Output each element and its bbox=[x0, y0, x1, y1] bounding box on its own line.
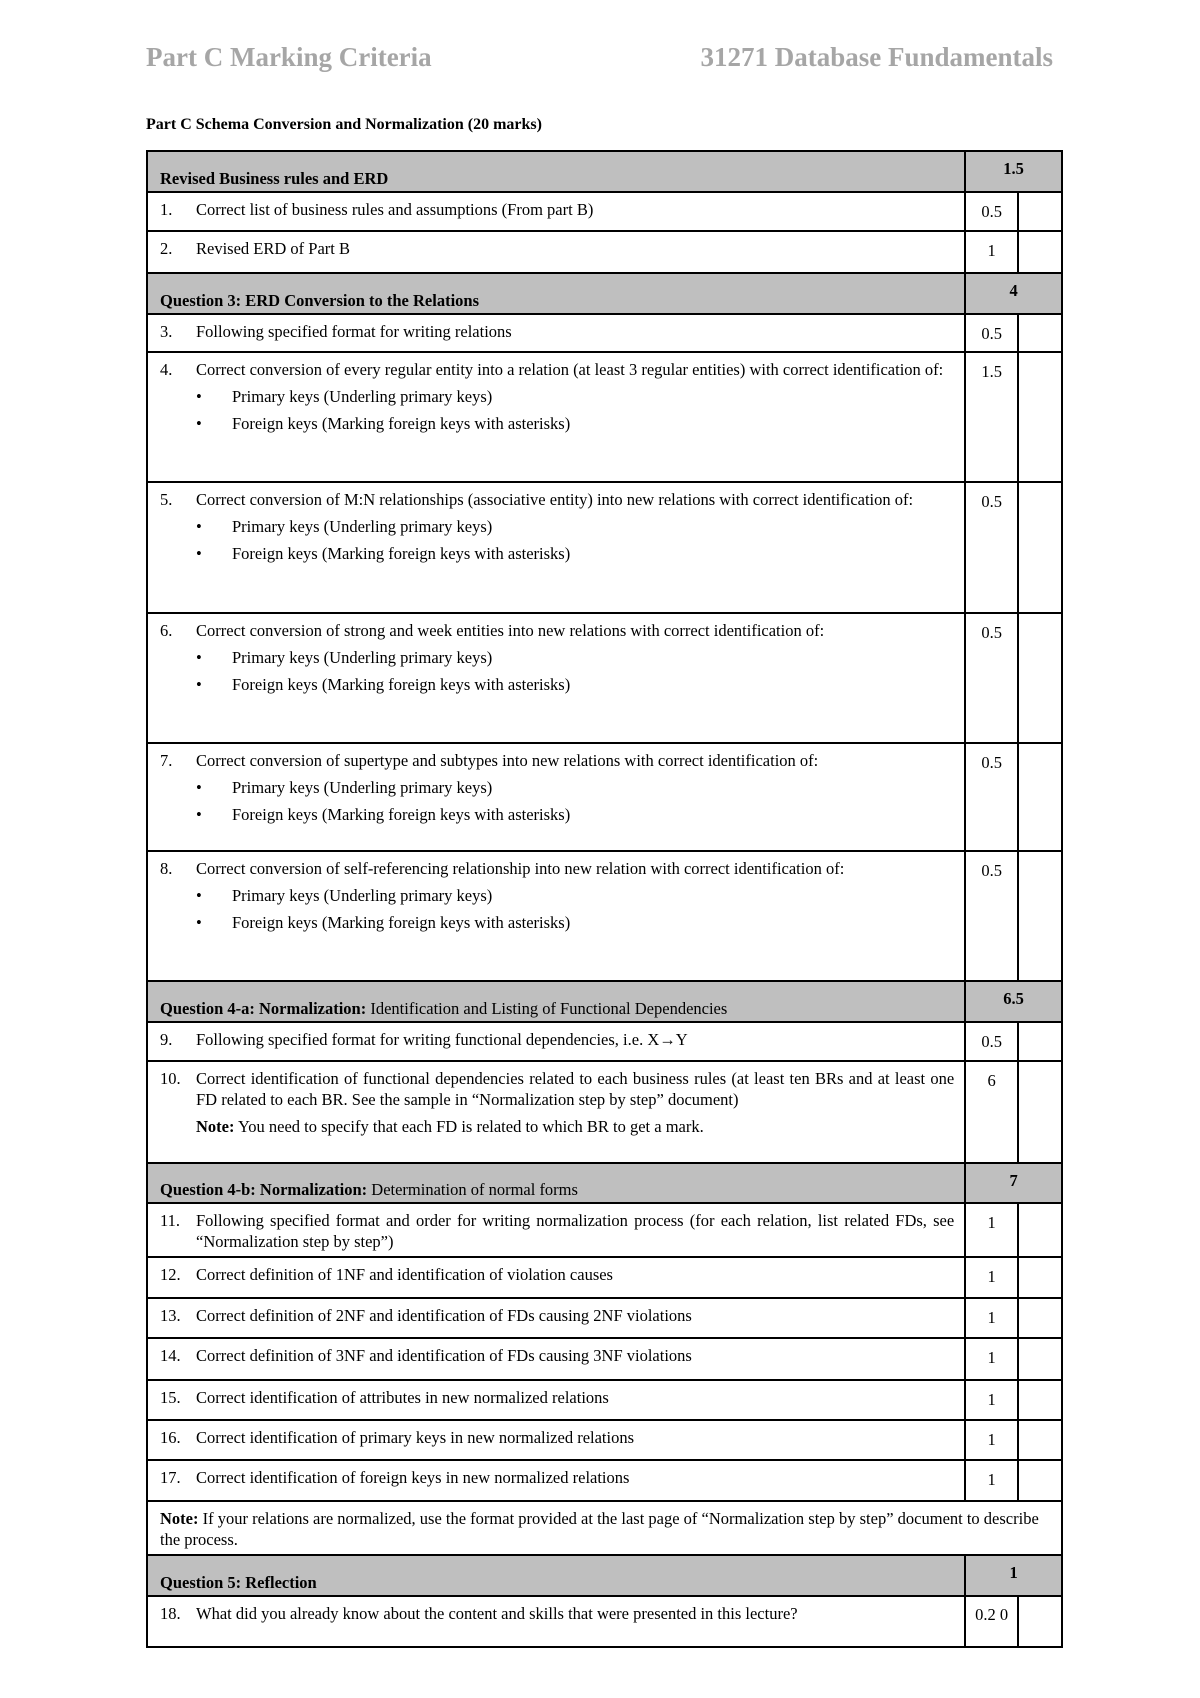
bullet-item bbox=[196, 777, 954, 798]
criterion-text: Correct conversion of self-referencing relationship into new relation with correct identification of: bbox=[196, 859, 845, 878]
table-row bbox=[147, 851, 1062, 981]
table-row bbox=[147, 192, 1062, 231]
section-total-marks: 1 bbox=[965, 1555, 1062, 1596]
table-row bbox=[147, 1203, 1062, 1257]
table-row bbox=[147, 743, 1062, 851]
criterion-cell bbox=[147, 314, 965, 352]
bullet-item bbox=[196, 912, 954, 933]
criterion-text: Correct conversion of strong and week entities into new relations with correct identification of: bbox=[196, 621, 825, 640]
criterion-text: Correct conversion of M:N relationships (associative entity) into new relations with correct identification of: bbox=[196, 490, 914, 509]
table-row bbox=[147, 1420, 1062, 1460]
criterion-marks: 1 bbox=[965, 1420, 1018, 1460]
bullet-icon: • bbox=[196, 517, 202, 536]
criterion-cell bbox=[147, 1380, 965, 1420]
criterion-number: 17. bbox=[160, 1468, 181, 1487]
section-title-rest: Determination of normal forms bbox=[367, 1180, 578, 1199]
criterion-marks: 1 bbox=[965, 1460, 1018, 1501]
criterion-cell bbox=[147, 1460, 965, 1501]
criterion bbox=[160, 199, 954, 220]
criterion-number: 3. bbox=[160, 322, 173, 341]
table-row bbox=[147, 1022, 1062, 1061]
score-input-cell[interactable] bbox=[1018, 1596, 1062, 1647]
criterion-marks: 0.5 bbox=[965, 743, 1018, 851]
criterion bbox=[160, 1467, 954, 1488]
criterion-cell bbox=[147, 1338, 965, 1380]
score-input-cell[interactable] bbox=[1018, 482, 1062, 613]
score-input-cell[interactable] bbox=[1018, 192, 1062, 231]
criterion bbox=[160, 1345, 954, 1366]
criterion-number: 1. bbox=[160, 200, 173, 219]
score-input-cell[interactable] bbox=[1018, 231, 1062, 273]
table-row bbox=[147, 352, 1062, 482]
header-right-title: 31271 Database Fundamentals bbox=[700, 42, 1053, 72]
criterion bbox=[160, 858, 954, 879]
criterion-number: 15. bbox=[160, 1388, 181, 1407]
criterion-text: Following specified format and order for writing normalization process (for each relation, list related FDs, see “Normalization step by step”) bbox=[196, 1211, 955, 1251]
criterion-number: 12. bbox=[160, 1265, 181, 1284]
score-input-cell[interactable] bbox=[1018, 1257, 1062, 1298]
bullet-icon: • bbox=[196, 675, 202, 694]
section-header-row bbox=[147, 273, 1062, 314]
table-row bbox=[147, 1338, 1062, 1380]
criterion-text: Correct definition of 1NF and identification of violation causes bbox=[196, 1265, 613, 1284]
criterion bbox=[160, 1068, 954, 1110]
criterion bbox=[160, 620, 954, 641]
criterion-marks: 0.2 0 bbox=[965, 1596, 1018, 1647]
section-subtitle: Part C Schema Conversion and Normalization (20 marks) bbox=[146, 116, 542, 133]
criterion-cell bbox=[147, 352, 965, 482]
criterion-text: Correct conversion of supertype and subtypes into new relations with correct identification of: bbox=[196, 751, 819, 770]
criterion bbox=[160, 1264, 954, 1285]
score-input-cell[interactable] bbox=[1018, 1203, 1062, 1257]
criterion-marks: 1 bbox=[965, 1338, 1018, 1380]
criterion bbox=[160, 489, 954, 510]
bullet-text: Primary keys (Underling primary keys) bbox=[232, 387, 493, 406]
criterion bbox=[160, 1603, 954, 1624]
criterion-marks: 1 bbox=[965, 1203, 1018, 1257]
criterion-marks: 1 bbox=[965, 1298, 1018, 1338]
criterion-cell bbox=[147, 851, 965, 981]
criterion-text: Revised ERD of Part B bbox=[196, 239, 350, 258]
criterion-marks: 0.5 bbox=[965, 1022, 1018, 1061]
table-row bbox=[147, 1460, 1062, 1501]
section-title: Question 4-a: Normalization: bbox=[160, 999, 367, 1018]
criterion-number: 5. bbox=[160, 490, 173, 509]
bullet-icon: • bbox=[196, 648, 202, 667]
table-row bbox=[147, 1596, 1062, 1647]
section-title-cell bbox=[147, 1163, 965, 1203]
score-input-cell[interactable] bbox=[1018, 1022, 1062, 1061]
section-title-cell bbox=[147, 1555, 965, 1596]
bullet-item bbox=[196, 647, 954, 668]
criterion-marks: 1 bbox=[965, 1380, 1018, 1420]
criterion-number: 2. bbox=[160, 239, 173, 258]
criterion bbox=[160, 1029, 954, 1050]
section-title: Question 3: ERD Conversion to the Relations bbox=[160, 291, 480, 310]
criterion-marks: 1 bbox=[965, 1257, 1018, 1298]
criterion-marks: 1.5 bbox=[965, 352, 1018, 482]
criterion-number: 14. bbox=[160, 1346, 181, 1365]
criterion-marks: 0.5 bbox=[965, 482, 1018, 613]
criterion-marks: 0.5 bbox=[965, 192, 1018, 231]
criterion bbox=[160, 750, 954, 771]
section-title-cell bbox=[147, 273, 965, 314]
criterion-text: What did you already know about the content and skills that were presented in this lecture? bbox=[196, 1604, 798, 1623]
criterion-cell bbox=[147, 1298, 965, 1338]
criterion-cell bbox=[147, 1203, 965, 1257]
table-row bbox=[147, 613, 1062, 743]
criterion bbox=[160, 1305, 954, 1326]
criterion-number: 7. bbox=[160, 751, 173, 770]
note-label: Note: bbox=[196, 1117, 235, 1136]
section-total-marks: 7 bbox=[965, 1163, 1062, 1203]
score-input-cell[interactable] bbox=[1018, 851, 1062, 981]
note-label: Note: bbox=[160, 1509, 199, 1528]
bullet-text: Primary keys (Underling primary keys) bbox=[232, 648, 493, 667]
bullet-icon: • bbox=[196, 913, 202, 932]
criterion-cell bbox=[147, 1061, 965, 1163]
bullet-icon: • bbox=[196, 886, 202, 905]
criterion-cell bbox=[147, 613, 965, 743]
bullet-item bbox=[196, 413, 954, 434]
score-input-cell[interactable] bbox=[1018, 1420, 1062, 1460]
table-row bbox=[147, 1061, 1062, 1163]
bullet-icon: • bbox=[196, 778, 202, 797]
section-total-marks: 1.5 bbox=[965, 151, 1062, 192]
criterion-cell bbox=[147, 1257, 965, 1298]
criterion-text: Correct identification of foreign keys in new normalized relations bbox=[196, 1468, 630, 1487]
bullet-text: Foreign keys (Marking foreign keys with asterisks) bbox=[232, 805, 571, 824]
criterion-number: 6. bbox=[160, 621, 173, 640]
criterion-cell bbox=[147, 192, 965, 231]
criterion-number: 8. bbox=[160, 859, 173, 878]
criterion-cell bbox=[147, 1596, 965, 1647]
criterion bbox=[160, 1427, 954, 1448]
bullet-item bbox=[196, 386, 954, 407]
criterion bbox=[160, 1210, 954, 1252]
bullet-text: Primary keys (Underling primary keys) bbox=[232, 886, 493, 905]
criterion-number: 9. bbox=[160, 1030, 173, 1049]
table-row bbox=[147, 1257, 1062, 1298]
criterion bbox=[160, 321, 954, 342]
bullet-item bbox=[196, 674, 954, 695]
criterion-marks: 6 bbox=[965, 1061, 1018, 1163]
criterion-cell bbox=[147, 1420, 965, 1460]
criterion bbox=[160, 1387, 954, 1408]
score-input-cell[interactable] bbox=[1018, 1460, 1062, 1501]
criterion-text: Following specified format for writing functional dependencies, i.e. X→Y bbox=[196, 1030, 688, 1049]
criterion-number: 16. bbox=[160, 1428, 181, 1447]
criterion-text: Correct definition of 2NF and identification of FDs causing 2NF violations bbox=[196, 1306, 692, 1325]
header-left-title: Part C Marking Criteria bbox=[146, 42, 432, 72]
bullet-text: Foreign keys (Marking foreign keys with asterisks) bbox=[232, 675, 571, 694]
criterion-cell bbox=[147, 231, 965, 273]
score-input-cell[interactable] bbox=[1018, 1338, 1062, 1380]
score-input-cell[interactable] bbox=[1018, 743, 1062, 851]
bullet-text: Primary keys (Underling primary keys) bbox=[232, 517, 493, 536]
criterion-marks: 0.5 bbox=[965, 613, 1018, 743]
table-row bbox=[147, 482, 1062, 613]
criterion bbox=[160, 238, 954, 259]
bullet-icon: • bbox=[196, 805, 202, 824]
criterion-number: 11. bbox=[160, 1211, 181, 1230]
criterion-note bbox=[196, 1116, 954, 1137]
marking-criteria-table bbox=[146, 150, 1063, 1648]
criterion-text: Correct identification of attributes in new normalized relations bbox=[196, 1388, 609, 1407]
note-text: You need to specify that each FD is related to which BR to get a mark. bbox=[234, 1117, 704, 1136]
criterion-text: Correct identification of functional dependencies related to each business rules (at least ten BRs and at least one FD related to each BR. See the sample in “Normalization step by step” document) bbox=[196, 1069, 955, 1109]
criterion-number: 10. bbox=[160, 1069, 181, 1088]
section-title: Question 5: Reflection bbox=[160, 1573, 317, 1592]
criterion-text: Correct conversion of every regular entity into a relation (at least 3 regular entities) with correct identification of: bbox=[196, 360, 944, 379]
criterion-number: 18. bbox=[160, 1604, 181, 1623]
criterion-text: Correct identification of primary keys in new normalized relations bbox=[196, 1428, 635, 1447]
bullet-item bbox=[196, 543, 954, 564]
criterion-cell bbox=[147, 743, 965, 851]
criterion-marks: 0.5 bbox=[965, 314, 1018, 352]
section-title-cell bbox=[147, 151, 965, 192]
section-header-row bbox=[147, 1555, 1062, 1596]
table-row bbox=[147, 231, 1062, 273]
table-row bbox=[147, 1298, 1062, 1338]
criterion-marks: 1 bbox=[965, 231, 1018, 273]
section-title-cell bbox=[147, 981, 965, 1022]
bullet-icon: • bbox=[196, 387, 202, 406]
score-input-cell[interactable] bbox=[1018, 613, 1062, 743]
section-title-rest: Identification and Listing of Functional Dependencies bbox=[366, 999, 728, 1018]
score-input-cell[interactable] bbox=[1018, 1380, 1062, 1420]
criterion-marks: 0.5 bbox=[965, 851, 1018, 981]
section-total-marks: 4 bbox=[965, 273, 1062, 314]
section-header-row bbox=[147, 981, 1062, 1022]
criterion-number: 13. bbox=[160, 1306, 181, 1325]
bullet-item bbox=[196, 516, 954, 537]
section-header-row bbox=[147, 1163, 1062, 1203]
criterion-cell bbox=[147, 482, 965, 613]
bullet-text: Foreign keys (Marking foreign keys with asterisks) bbox=[232, 913, 571, 932]
section-title: Question 4-b: Normalization: bbox=[160, 1180, 368, 1199]
bullet-icon: • bbox=[196, 414, 202, 433]
score-input-cell[interactable] bbox=[1018, 352, 1062, 482]
criterion-number: 4. bbox=[160, 360, 173, 379]
table-row bbox=[147, 314, 1062, 352]
section-title: Revised Business rules and ERD bbox=[160, 169, 389, 188]
criterion-cell bbox=[147, 1022, 965, 1061]
criterion-text: Correct list of business rules and assumptions (From part B) bbox=[196, 200, 594, 219]
note-text: If your relations are normalized, use the format provided at the last page of “Normalization step by step” document to describe the process. bbox=[160, 1509, 1039, 1549]
bullet-text: Foreign keys (Marking foreign keys with asterisks) bbox=[232, 544, 571, 563]
bullet-text: Primary keys (Underling primary keys) bbox=[232, 778, 493, 797]
criterion-text: Following specified format for writing relations bbox=[196, 322, 512, 341]
score-input-cell[interactable] bbox=[1018, 314, 1062, 352]
note-row bbox=[147, 1501, 1062, 1555]
bullet-icon: • bbox=[196, 544, 202, 563]
score-input-cell[interactable] bbox=[1018, 1298, 1062, 1338]
criterion-text: Correct definition of 3NF and identification of FDs causing 3NF violations bbox=[196, 1346, 692, 1365]
section-header-row bbox=[147, 151, 1062, 192]
table-row bbox=[147, 1380, 1062, 1420]
note-cell bbox=[147, 1501, 1062, 1555]
score-input-cell[interactable] bbox=[1018, 1061, 1062, 1163]
criterion bbox=[160, 359, 954, 380]
bullet-text: Foreign keys (Marking foreign keys with asterisks) bbox=[232, 414, 571, 433]
section-total-marks: 6.5 bbox=[965, 981, 1062, 1022]
bullet-item bbox=[196, 804, 954, 825]
bullet-item bbox=[196, 885, 954, 906]
